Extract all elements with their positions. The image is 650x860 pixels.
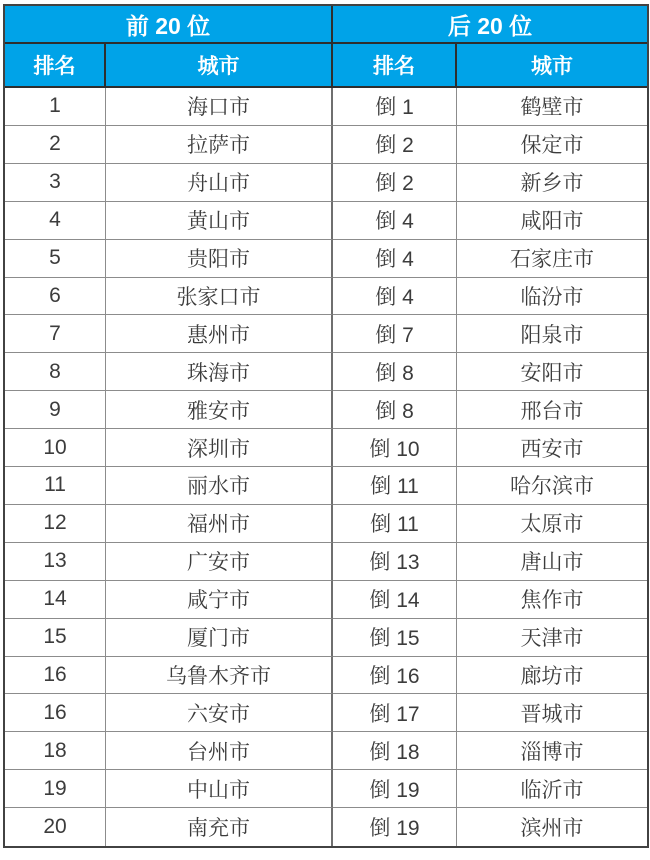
bottom20-city-cell: 阳泉市 xyxy=(457,315,647,353)
bottom20-rank-cell: 倒 17 xyxy=(333,694,457,732)
bottom20-rank-cell: 倒 2 xyxy=(333,126,457,164)
top20-rank-cell: 2 xyxy=(5,126,106,164)
top20-city-cell: 广安市 xyxy=(106,543,333,581)
bottom20-city-cell: 保定市 xyxy=(457,126,647,164)
top20-rank-cell: 18 xyxy=(5,732,106,770)
top20-rank-cell: 1 xyxy=(5,88,106,126)
bottom20-city-column-header: 城市 xyxy=(457,44,647,88)
bottom20-city-cell: 邢台市 xyxy=(457,391,647,429)
top20-city-cell: 拉萨市 xyxy=(106,126,333,164)
bottom20-city-cell: 安阳市 xyxy=(457,353,647,391)
top20-city-cell: 南充市 xyxy=(106,808,333,846)
bottom20-city-cell: 淄博市 xyxy=(457,732,647,770)
bottom20-city-cell: 廊坊市 xyxy=(457,657,647,695)
top20-rank-cell: 5 xyxy=(5,240,106,278)
city-ranking-table xyxy=(3,4,649,848)
bottom20-rank-cell: 倒 11 xyxy=(333,505,457,543)
top20-city-cell: 丽水市 xyxy=(106,467,333,505)
bottom20-rank-cell: 倒 8 xyxy=(333,391,457,429)
bottom20-city-cell: 西安市 xyxy=(457,429,647,467)
top20-city-cell: 海口市 xyxy=(106,88,333,126)
top20-rank-cell: 14 xyxy=(5,581,106,619)
bottom20-rank-cell: 倒 2 xyxy=(333,164,457,202)
top20-rank-cell: 19 xyxy=(5,770,106,808)
bottom20-city-cell: 晋城市 xyxy=(457,694,647,732)
bottom20-city-cell: 焦作市 xyxy=(457,581,647,619)
bottom20-city-cell: 滨州市 xyxy=(457,808,647,846)
top20-group-header: 前 20 位 xyxy=(5,6,333,44)
top20-city-cell: 福州市 xyxy=(106,505,333,543)
top20-city-cell: 黄山市 xyxy=(106,202,333,240)
top20-rank-cell: 15 xyxy=(5,619,106,657)
bottom20-rank-cell: 倒 4 xyxy=(333,202,457,240)
bottom20-rank-cell: 倒 10 xyxy=(333,429,457,467)
top20-city-cell: 雅安市 xyxy=(106,391,333,429)
bottom20-rank-cell: 倒 13 xyxy=(333,543,457,581)
bottom20-rank-cell: 倒 18 xyxy=(333,732,457,770)
top20-rank-cell: 13 xyxy=(5,543,106,581)
top20-city-cell: 舟山市 xyxy=(106,164,333,202)
bottom20-rank-cell: 倒 7 xyxy=(333,315,457,353)
top20-city-cell: 咸宁市 xyxy=(106,581,333,619)
top20-rank-cell: 11 xyxy=(5,467,106,505)
bottom20-rank-column-header: 排名 xyxy=(333,44,457,88)
bottom20-city-cell: 临汾市 xyxy=(457,278,647,316)
top20-city-cell: 六安市 xyxy=(106,694,333,732)
bottom20-rank-cell: 倒 11 xyxy=(333,467,457,505)
top20-city-cell: 惠州市 xyxy=(106,315,333,353)
top20-city-cell: 贵阳市 xyxy=(106,240,333,278)
top20-rank-cell: 4 xyxy=(5,202,106,240)
top20-rank-cell: 3 xyxy=(5,164,106,202)
top20-rank-cell: 20 xyxy=(5,808,106,846)
top20-city-column-header: 城市 xyxy=(106,44,333,88)
top20-rank-cell: 7 xyxy=(5,315,106,353)
bottom20-rank-cell: 倒 19 xyxy=(333,770,457,808)
bottom20-rank-cell: 倒 19 xyxy=(333,808,457,846)
bottom20-rank-cell: 倒 14 xyxy=(333,581,457,619)
top20-city-cell: 中山市 xyxy=(106,770,333,808)
top20-city-cell: 台州市 xyxy=(106,732,333,770)
bottom20-rank-cell: 倒 16 xyxy=(333,657,457,695)
bottom20-rank-cell: 倒 1 xyxy=(333,88,457,126)
top20-rank-cell: 6 xyxy=(5,278,106,316)
bottom20-city-cell: 唐山市 xyxy=(457,543,647,581)
bottom20-group-header: 后 20 位 xyxy=(333,6,647,44)
top20-rank-cell: 16 xyxy=(5,657,106,695)
top20-city-cell: 深圳市 xyxy=(106,429,333,467)
top20-city-cell: 珠海市 xyxy=(106,353,333,391)
bottom20-rank-cell: 倒 15 xyxy=(333,619,457,657)
bottom20-city-cell: 鹤壁市 xyxy=(457,88,647,126)
top20-rank-cell: 10 xyxy=(5,429,106,467)
top20-city-cell: 乌鲁木齐市 xyxy=(106,657,333,695)
bottom20-rank-cell: 倒 4 xyxy=(333,278,457,316)
top20-city-cell: 厦门市 xyxy=(106,619,333,657)
bottom20-city-cell: 临沂市 xyxy=(457,770,647,808)
top20-rank-column-header: 排名 xyxy=(5,44,106,88)
bottom20-city-cell: 哈尔滨市 xyxy=(457,467,647,505)
bottom20-city-cell: 石家庄市 xyxy=(457,240,647,278)
top20-city-cell: 张家口市 xyxy=(106,278,333,316)
top20-rank-cell: 8 xyxy=(5,353,106,391)
bottom20-city-cell: 天津市 xyxy=(457,619,647,657)
bottom20-rank-cell: 倒 8 xyxy=(333,353,457,391)
bottom20-city-cell: 咸阳市 xyxy=(457,202,647,240)
bottom20-city-cell: 太原市 xyxy=(457,505,647,543)
top20-rank-cell: 9 xyxy=(5,391,106,429)
top20-rank-cell: 16 xyxy=(5,694,106,732)
bottom20-rank-cell: 倒 4 xyxy=(333,240,457,278)
bottom20-city-cell: 新乡市 xyxy=(457,164,647,202)
top20-rank-cell: 12 xyxy=(5,505,106,543)
